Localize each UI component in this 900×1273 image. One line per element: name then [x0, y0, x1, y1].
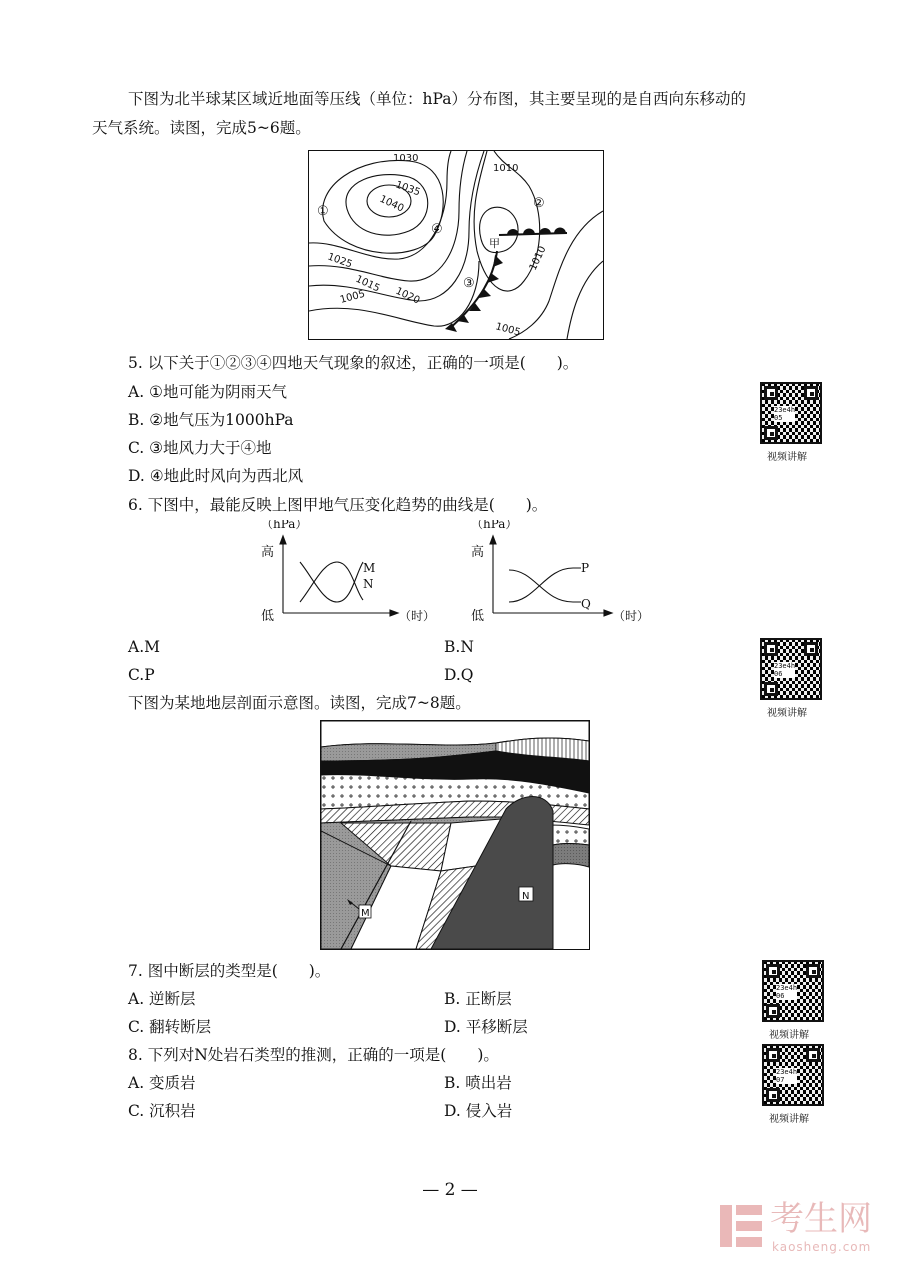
isobar-label-1020: 1020 — [393, 285, 422, 307]
graph-right-time: （时） — [613, 609, 650, 623]
strata-diagram — [320, 720, 590, 950]
isobar-map-svg — [309, 151, 603, 339]
strata-diagram-svg — [321, 721, 589, 949]
isobar-label-1005: 1005 — [338, 288, 367, 306]
qr-code-icon[interactable] — [762, 1044, 824, 1106]
graph-left-unit: （hPa） — [261, 520, 308, 531]
q5-option-a[interactable]: A. ①地可能为阴雨天气 — [128, 383, 287, 401]
qr-code-icon[interactable] — [760, 382, 822, 444]
q6-option-d[interactable]: D.Q — [444, 666, 474, 684]
q5-option-d[interactable]: D. ④地此时风向为西北风 — [128, 467, 304, 485]
marker-2: ② — [533, 196, 545, 211]
q8-option-c[interactable]: C. 沉积岩 — [128, 1102, 196, 1120]
isobar-label-1005-bottom: 1005 — [494, 321, 522, 339]
qr-label: 视频讲解 — [767, 452, 807, 463]
q8-option-a[interactable]: A. 变质岩 — [128, 1074, 196, 1092]
marker-4: ④ — [431, 222, 443, 237]
intro2: 下图为某地地层剖面示意图。读图，完成7~8题。 — [128, 694, 471, 712]
q6-option-b[interactable]: B.N — [444, 638, 474, 656]
isobar-label-1040: 1040 — [377, 193, 406, 215]
graph-right-label-p: P — [581, 561, 590, 575]
qr-code-icon[interactable] — [762, 960, 824, 1022]
qr-label: 视频讲解 — [769, 1030, 809, 1041]
curve-p — [509, 568, 581, 602]
strata-label-n: N — [522, 891, 530, 902]
graph-right-unit: （hPa） — [471, 520, 518, 531]
q5-option-b[interactable]: B. ②地气压为1000hPa — [128, 411, 294, 429]
q7-option-a[interactable]: A. 逆断层 — [128, 990, 196, 1008]
q8-option-b[interactable]: B. 喷出岩 — [444, 1074, 512, 1092]
intro-line-2: 天气系统。读图，完成5~6题。 — [92, 119, 311, 137]
graph-left-time: （时） — [399, 609, 436, 623]
qr-code-icon[interactable] — [760, 638, 822, 700]
pressure-graph-left-svg — [255, 520, 445, 630]
q7-option-b[interactable]: B. 正断层 — [444, 990, 512, 1008]
qr-label: 视频讲解 — [769, 1114, 809, 1125]
graph-left-label-n: N — [363, 577, 374, 591]
q5-option-c[interactable]: C. ③地风力大于④地 — [128, 439, 272, 457]
qr-label: 视频讲解 — [767, 708, 807, 719]
watermark-name: 考生网 — [770, 1199, 872, 1239]
city-jia: 甲 — [489, 237, 500, 250]
graph-right-high: 高 — [471, 545, 485, 560]
q8-option-d[interactable]: D. 侵入岩 — [444, 1102, 513, 1120]
marker-1: ① — [317, 204, 329, 219]
qr-code-text: 23e4h 05 — [774, 406, 796, 422]
q7-option-d[interactable]: D. 平移断层 — [444, 1018, 528, 1036]
isobar-label-1010-right: 1010 — [527, 244, 549, 273]
kaosheng-logo-icon — [718, 1203, 764, 1249]
q6-option-c[interactable]: C.P — [128, 666, 155, 684]
graph-left-label-m: M — [363, 561, 376, 575]
marker-3: ③ — [463, 276, 475, 291]
graph-left-high: 高 — [261, 545, 275, 560]
isobar-label-1025: 1025 — [325, 251, 354, 271]
curve-q — [509, 570, 581, 602]
graph-right-label-q: Q — [581, 597, 591, 611]
graph-right-low: 低 — [471, 609, 485, 624]
isobar-map — [308, 150, 604, 340]
curve-m — [300, 562, 363, 602]
q7-stem: 7. 图中断层的类型是( )。 — [128, 962, 331, 980]
isobar-1005-right — [567, 261, 603, 339]
isobar-label-1035: 1035 — [393, 179, 422, 199]
qr-code-text: 23e4h 07 — [776, 1068, 798, 1084]
page-number: — 2 — — [422, 1180, 478, 1200]
curve-n — [300, 562, 363, 602]
intro-line-1: 下图为北半球某区域近地面等压线（单位：hPa）分布图，其主要呈现的是自西向东移动的 — [128, 90, 746, 108]
q6-stem: 6. 下图中，最能反映上图甲地气压变化趋势的曲线是( )。 — [128, 496, 548, 514]
qr-code-text: 23e4h 06 — [776, 984, 798, 1000]
isobar-label-1015: 1015 — [353, 273, 382, 295]
isobar-label-1030: 1030 — [393, 153, 419, 164]
qr-code-text: 23e4h 06 — [774, 662, 796, 678]
pressure-graph-right-svg — [465, 520, 655, 630]
isobar-1025 — [309, 151, 451, 259]
pressure-graph-left — [255, 520, 445, 630]
q5-stem: 5. 以下关于①②③④四地天气现象的叙述，正确的一项是( )。 — [128, 354, 579, 372]
q7-option-c[interactable]: C. 翻转断层 — [128, 1018, 212, 1036]
q6-option-a[interactable]: A.M — [128, 638, 160, 656]
strata-label-m: M — [361, 908, 370, 919]
watermark-url: kaosheng.com — [772, 1240, 872, 1254]
cold-front — [445, 251, 503, 332]
pressure-graph-right — [465, 520, 655, 630]
q8-stem: 8. 下列对N处岩石类型的推测，正确的一项是( )。 — [128, 1046, 499, 1064]
graph-left-low: 低 — [261, 609, 275, 624]
warm-front — [499, 228, 567, 236]
isobar-label-1010-top: 1010 — [493, 163, 519, 174]
